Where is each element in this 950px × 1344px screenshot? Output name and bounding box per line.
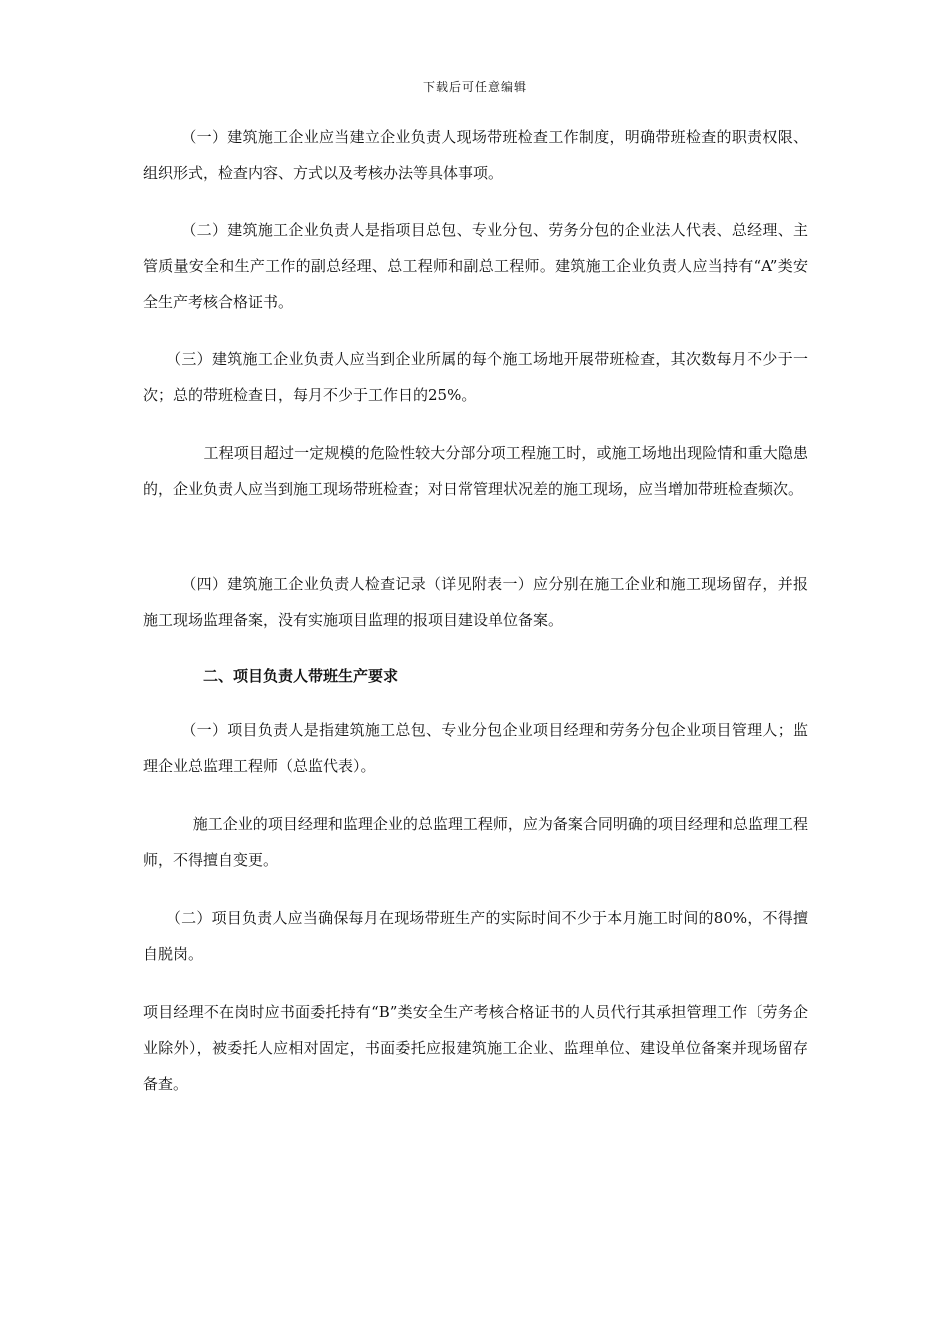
paragraph-1: （一）建筑施工企业应当建立企业负责人现场带班检查工作制度，明确带班检查的职责权限、组织形式，检查内容、方式以及考核办法等具体事项。 — [143, 128, 808, 182]
paragraph-7: 施工企业的项目经理和监理企业的总监理工程师，应为备案合同明确的项目经理和总监理工程师，不得擅自变更。 — [143, 815, 808, 869]
paragraph-3: （三）建筑施工企业负责人应当到企业所属的每个施工场地开展带班检查，其次数每月不少于一次；总的带班检查日，每月不少于工作日的25%。 — [143, 350, 808, 404]
paragraph-9: 项目经理不在岗时应书面委托持有“B”类安全生产考核合格证书的人员代行其承担管理工作〔劳务企业除外），被委托人应相对固定，书面委托应报建筑施工企业、监理单位、建设单位备案并现场留存备查。 — [143, 1003, 808, 1093]
paragraph-5: （四）建筑施工企业负责人检查记录（详见附表一）应分别在施工企业和施工现场留存，并报施工现场监理备案，没有实施项目监理的报项目建设单位备案。 — [143, 575, 808, 629]
section-heading: 二、项目负责人带班生产要求 — [203, 667, 399, 685]
paragraph-4: 工程项目超过一定规模的危险性较大分部分项工程施工时，或施工场地出现险情和重大隐患的，企业负责人应当到施工现场带班检查；对日常管理状况差的施工现场，应当增加带班检查频次。 — [143, 444, 808, 498]
paragraph-6: （一）项目负责人是指建筑施工总包、专业分包企业项目经理和劳务分包企业项目管理人；监理企业总监理工程师（总监代表）。 — [143, 721, 808, 775]
paragraph-8: （二）项目负责人应当确保每月在现场带班生产的实际时间不少于本月施工时间的80%，不得擅自脱岗。 — [143, 909, 808, 963]
paragraph-2: （二）建筑施工企业负责人是指项目总包、专业分包、劳务分包的企业法人代表、总经理、主管质量安全和生产工作的副总经理、总工程师和副总工程师。建筑施工企业负责人应当持有“A”类安全生产考核合格证书。 — [143, 221, 808, 311]
page-header: 下载后可任意编辑 — [422, 80, 527, 94]
